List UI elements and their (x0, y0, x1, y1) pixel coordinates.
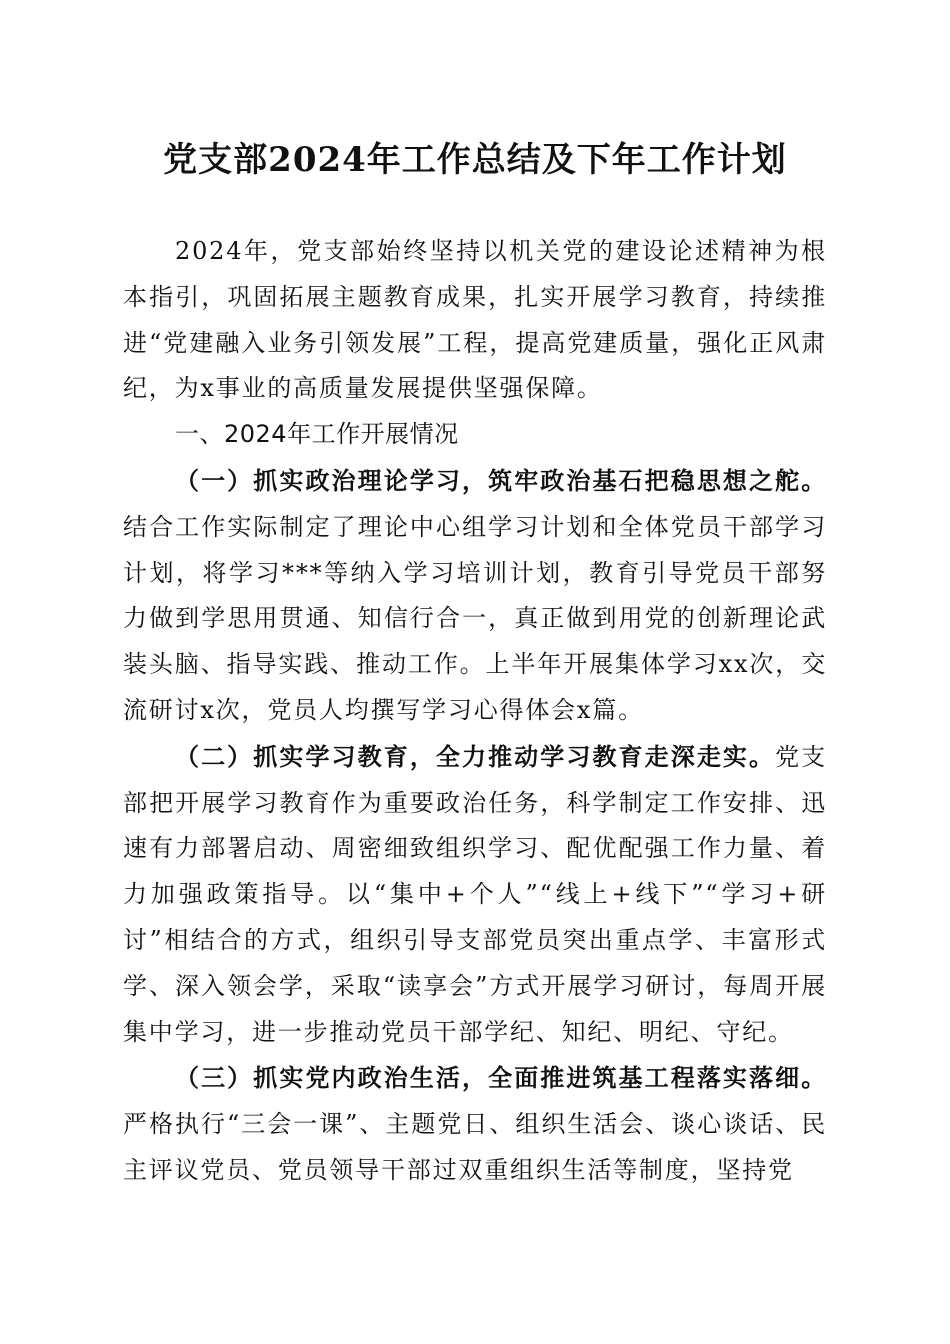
section-item-2 (123, 734, 827, 1056)
item-text: 党支部把开展学习教育作为重要政治任务，科学制定工作安排、迅速有力部署启动、周密细致组织学习、配优配强工作力量、着力加强政策指导。以“集中+个人”“线上+线下”“学习+研讨”相结合的方式，组织引导支部党员突出重点学、丰富形式学、深入领会学，采取“读享会”方式开展学习研讨，每周开展集中学习，进一步推动党员干部学纪、知纪、明纪、守纪。 (123, 742, 827, 1046)
document-title: 党支部2024年工作总结及下年工作计划 (163, 140, 787, 180)
section-item-3 (123, 1055, 827, 1193)
item-text: 严格执行“三会一课”、主题党日、组织生活会、谈心谈话、民主评议党员、党员领导干部过双重组织生活等制度，坚持党 (123, 1110, 827, 1184)
document-body (123, 229, 827, 1194)
item-lead: （二）抓实学习教育，全力推动学习教育走深走实。 (175, 741, 776, 771)
section-heading: 一、2024年工作开展情况 (175, 420, 459, 449)
intro-paragraph: 2024年，党支部始终坚持以机关党的建设论述精神为根本指引，巩固拓展主题教育成果，扎实开展学习教育，持续推进“党建融入业务引领发展”工程，提高党建质量，强化正风肃纪，为x事业的高质量发展提供坚强保障。 (123, 237, 827, 403)
item-lead: （一）抓实政治理论学习，筑牢政治基石把稳思想之舵。 (175, 465, 827, 495)
section-item-1 (123, 458, 827, 734)
item-text: 结合工作实际制定了理论中心组学习计划和全体党员干部学习计划，将学习***等纳入学习培训计划，教育引导党员干部努力做到学思用贯通、知信行合一，真正做到用党的创新理论武装头脑、指导实践、推动工作。上半年开展集体学习xx次，交流研讨x次，党员人均撰写学习心得体会x篇。 (123, 512, 827, 724)
item-lead: （三）抓实党内政治生活，全面推进筑基工程落实落细。 (175, 1063, 827, 1093)
